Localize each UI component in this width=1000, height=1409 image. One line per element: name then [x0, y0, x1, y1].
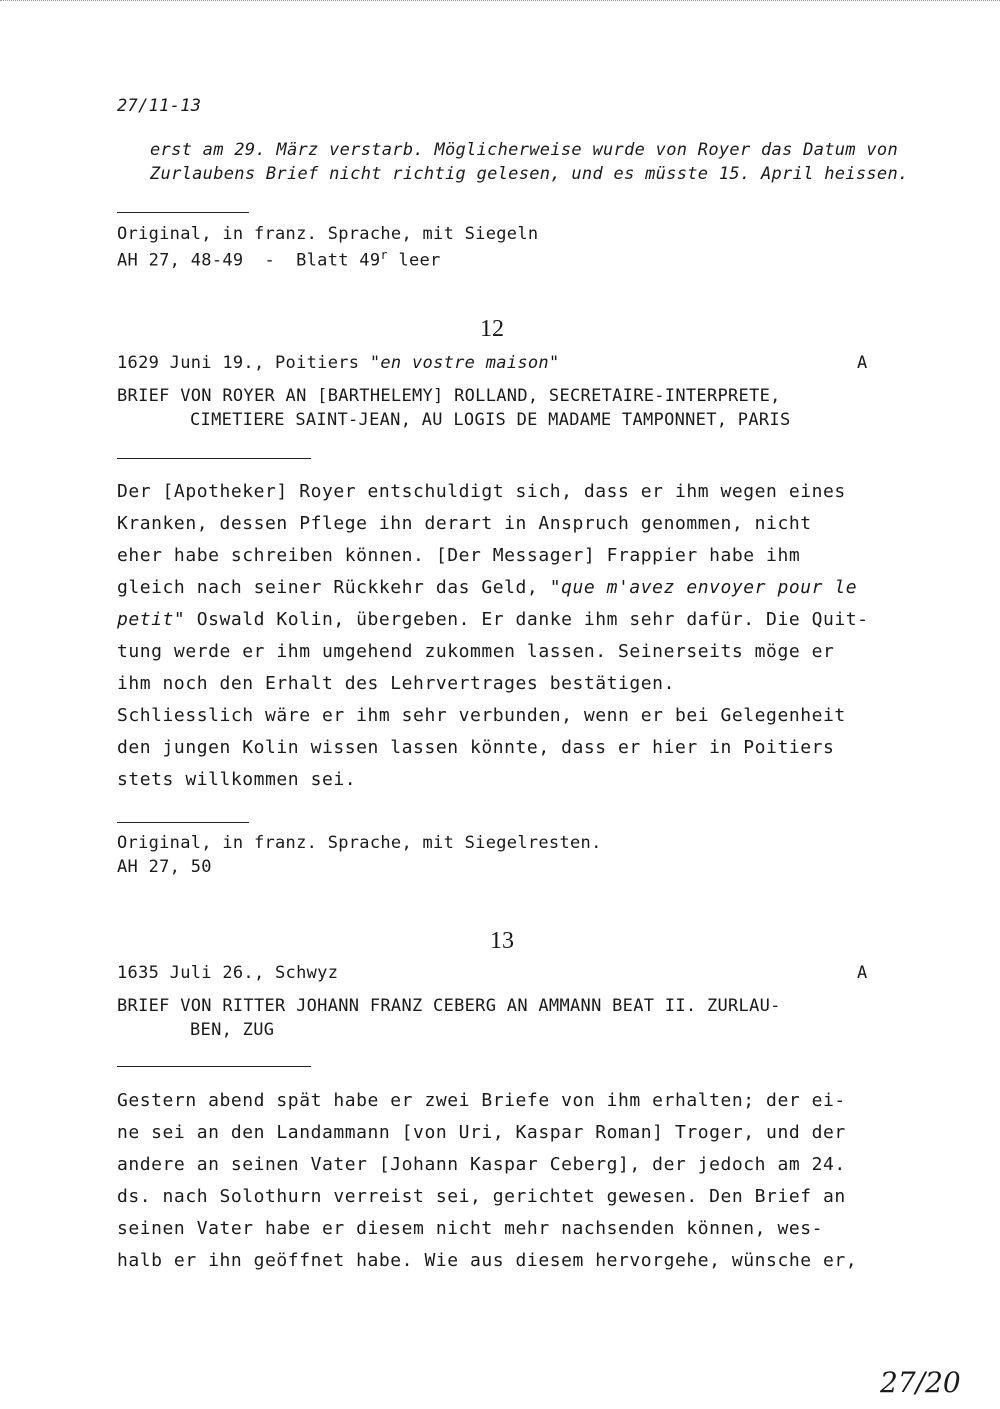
entry-12-number: 12	[480, 316, 504, 342]
entry-13-body-line: Gestern abend spät habe er zwei Briefe von ihm erhalten; der ei-	[117, 1090, 846, 1111]
scan-top-edge	[0, 0, 1000, 4]
entry-13-title-line-1: BRIEF VON RITTER JOHANN FRANZ CEBERG AN AMMANN BEAT II. ZURLAU-	[117, 996, 781, 1016]
entry-12-body-line: gleich nach seiner Rückkehr das Geld, "que m'avez envoyer pour le	[117, 577, 858, 598]
handwritten-page-number: 27/20	[880, 1366, 961, 1399]
entry-12-body-line: Schliesslich wäre er ihm sehr verbunden, wenn er bei Gelegenheit	[117, 705, 846, 726]
entry-12-body-line: petit" Oswald Kolin, übergeben. Er danke ihm sehr dafür. Die Quit-	[117, 609, 869, 630]
entry-12-body-line: stets willkommen sei.	[117, 769, 357, 790]
entry-12-title-line-1: BRIEF VON ROYER AN [BARTHELEMY] ROLLAND, SECRETAIRE-INTERPRETE,	[117, 386, 781, 406]
entry-13-number: 13	[490, 928, 514, 954]
entry-13-title-line-2: BEN, ZUG	[190, 1020, 275, 1040]
entry-13-date-place: 1635 Juli 26., Schwyz	[117, 963, 339, 983]
entry-12-body-line: Kranken, dessen Pflege ihn derart in Anspruch genommen, nicht	[117, 513, 812, 534]
entry-12-body-line: tung werde er ihm umgehend zukommen lassen. Seinerseits möge er	[117, 641, 835, 662]
entry-12-body-line: Der [Apotheker] Royer entschuldigt sich, dass er ihm wegen eines	[117, 481, 846, 502]
intro-line-1: erst am 29. März verstarb. Möglicherweise wurde von Royer das Datum von	[150, 140, 898, 160]
separator-rule	[117, 458, 311, 459]
entry-13-body-line: seinen Vater habe er diesem nicht mehr nachsenden können, wes-	[117, 1218, 823, 1239]
entry-12-note-line-2: AH 27, 50	[117, 857, 212, 877]
page-reference: 27/11-13	[117, 96, 202, 116]
separator-rule	[117, 822, 249, 823]
entry-12-body-line: eher habe schreiben können. [Der Messager] Frappier habe ihm	[117, 545, 801, 566]
note-11-line-1: Original, in franz. Sprache, mit Siegeln	[117, 224, 539, 244]
note-11-line-2: AH 27, 48-49 - Blatt 49$^r$ leer	[117, 248, 441, 271]
separator-rule	[117, 1066, 311, 1067]
entry-13-body-line: ne sei an den Landammann [von Uri, Kaspar Roman] Troger, und der	[117, 1122, 846, 1143]
entry-12-body-line: ihm noch den Erhalt des Lehrvertrages bestätigen.	[117, 673, 675, 694]
entry-12-body-line: den jungen Kolin wissen lassen könnte, dass er hier in Poitiers	[117, 737, 835, 758]
intro-line-2: Zurlaubens Brief nicht richtig gelesen, und es müsste 15. April heissen.	[150, 164, 909, 184]
entry-12-note-line-1: Original, in franz. Sprache, mit Siegelresten.	[117, 833, 602, 853]
entry-13-body-line: andere an seinen Vater [Johann Kaspar Ceberg], der jedoch am 24.	[117, 1154, 846, 1175]
entry-13-body-line: ds. nach Solothurn verreist sei, gerichtet gewesen. Den Brief an	[117, 1186, 846, 1207]
entry-12-title-line-2: CIMETIERE SAINT-JEAN, AU LOGIS DE MADAME TAMPONNET, PARIS	[190, 410, 791, 430]
entry-13-body-line: halb er ihn geöffnet habe. Wie aus diesem hervorgehe, wünsche er,	[117, 1250, 858, 1271]
entry-12-date-place: 1629 Juni 19., Poitiers "en vostre maison"	[117, 353, 560, 373]
entry-12-grade: A	[857, 353, 868, 373]
entry-13-grade: A	[857, 963, 868, 983]
separator-rule	[117, 212, 249, 213]
